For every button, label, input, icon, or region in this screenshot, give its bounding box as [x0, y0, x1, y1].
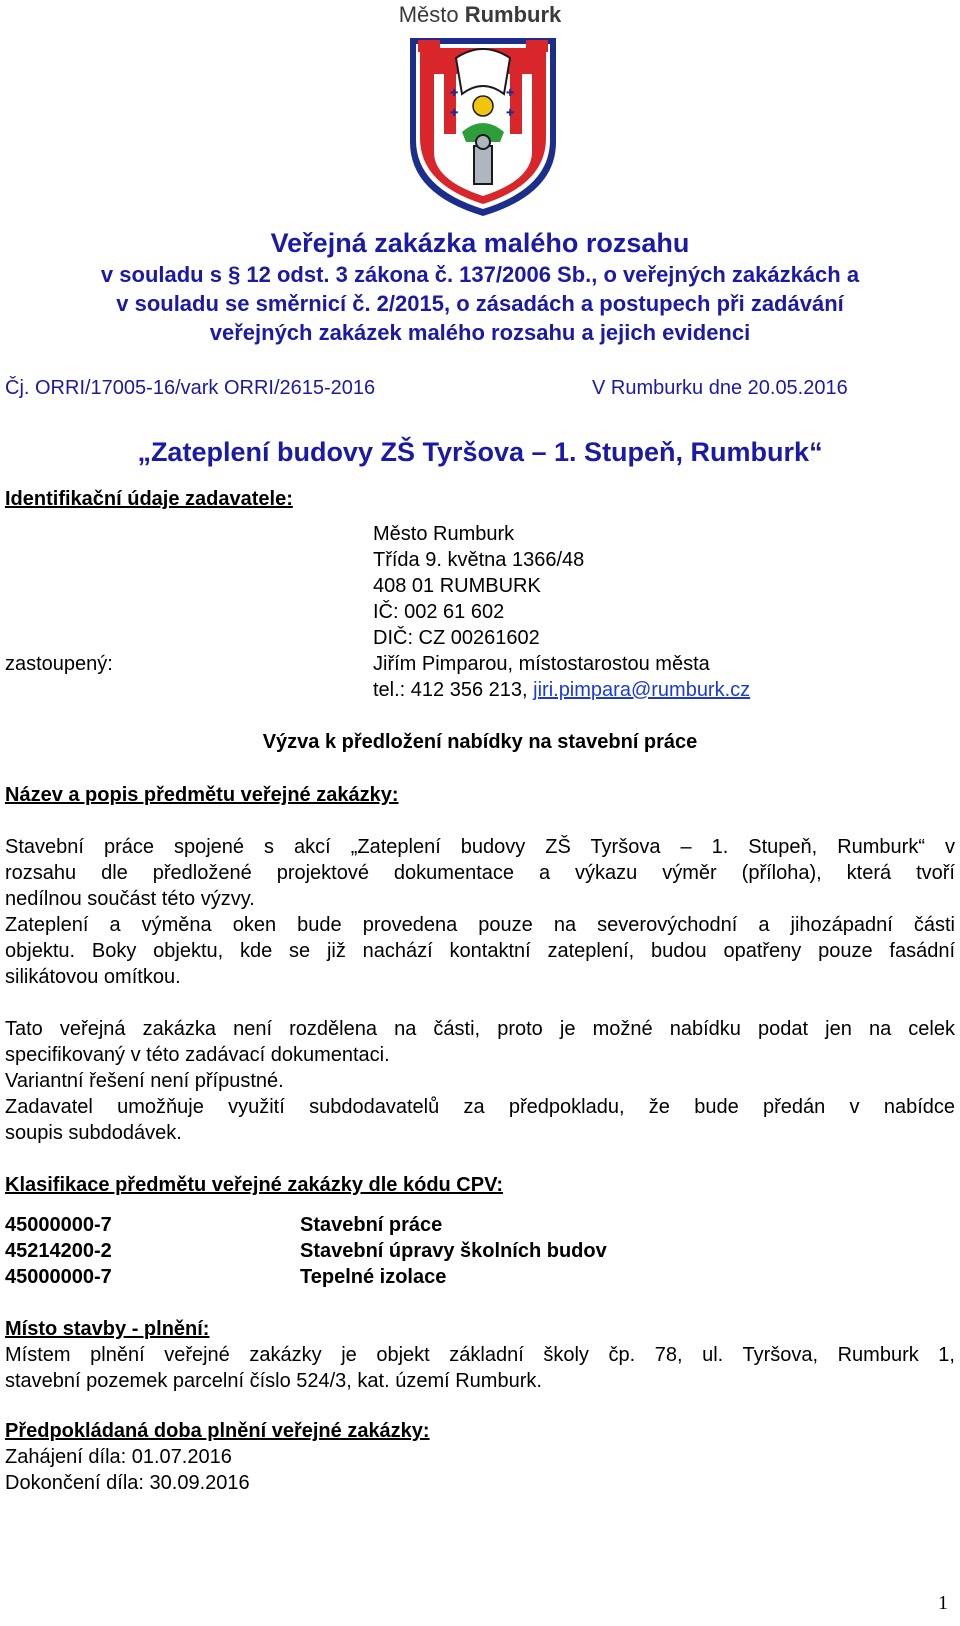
call-title: Výzva k předložení nabídky na stavební práce [262, 731, 698, 753]
cpv-code: 45000000-7 [5, 1214, 112, 1236]
cpv-code: 45000000-7 [5, 1266, 112, 1288]
paragraph-line: nedílnou součást této výzvy. [5, 888, 255, 910]
end-date: Dokončení díla: 30.09.2016 [5, 1472, 250, 1494]
paragraph-line: Variantní řešení není přípustné. [5, 1070, 284, 1092]
authority-ic: IČ: 002 61 602 [373, 601, 505, 623]
legal-basis-line: v souladu se směrnicí č. 2/2015, o zásadách a postupech při zadávání [116, 291, 844, 316]
paragraph-line: Stavební práce spojené s akcí „Zateplení budovy ZŠ Tyršova – 1. Stupeň, Rumburk“ v [5, 836, 955, 858]
paragraph-line: Místem plnění veřejné zakázky je objekt základní školy čp. 78, ul. Tyršova, Rumburk 1, [5, 1344, 955, 1366]
section-heading-subject: Název a popis předmětu veřejné zakázky: [5, 784, 399, 806]
cpv-label: Stavební úpravy školních budov [300, 1240, 607, 1262]
email-link[interactable]: jiri.pimpara@rumburk.cz [533, 679, 751, 701]
paragraph-line: specifikovaný v této zadávací dokumentaci. [5, 1044, 390, 1066]
reference-number: Čj. ORRI/17005-16/vark ORRI/2615-2016 [5, 377, 376, 399]
paragraph-line: Tato veřejná zakázka není rozdělena na části, proto je možné nabídku podat jen na celek [5, 1018, 955, 1040]
telephone: tel.: 412 356 213, [373, 679, 534, 701]
start-date: Zahájení díla: 01.07.2016 [5, 1446, 232, 1468]
cpv-label: Tepelné izolace [300, 1266, 447, 1288]
section-heading-cpv: Klasifikace předmětu veřejné zakázky dle kódu CPV: [5, 1174, 503, 1196]
legal-basis-line: veřejných zakázek malého rozsahu a jejich evidenci [209, 320, 751, 345]
city-crest-emblem [404, 34, 562, 218]
cpv-label: Stavební práce [300, 1214, 443, 1236]
paragraph-line: stavební pozemek parcelní číslo 524/3, kat. území Rumburk. [5, 1370, 542, 1392]
document-title: Veřejná zakázka malého rozsahu [270, 228, 690, 258]
page-number: 1 [938, 1592, 948, 1614]
representative: Jiřím Pimparou, místostarostou města [373, 653, 710, 675]
authority-street: Třída 9. května 1366/48 [373, 549, 585, 571]
cpv-code: 45214200-2 [5, 1240, 112, 1262]
represented-label: zastoupený: [5, 653, 113, 675]
section-heading-duration: Předpokládaná doba plnění veřejné zakázky: [5, 1420, 430, 1442]
logo-wordmark: Město Rumburk [398, 2, 562, 27]
paragraph-line: Zadavatel umožňuje využití subdodavatelů za předpokladu, že bude předán v nabídce [5, 1096, 955, 1118]
reference-date: V Rumburku dne 20.05.2016 [592, 377, 848, 399]
paragraph-line: silikátovou omítkou. [5, 966, 181, 988]
svg-text:✚: ✚ [506, 88, 515, 99]
svg-text:✚: ✚ [506, 108, 515, 119]
paragraph-line: Zateplení a výměna oken bude provedena pouze na severovýchodní a jihozápadní části [5, 914, 955, 936]
svg-text:✚: ✚ [450, 88, 459, 99]
section-heading-authority: Identifikační údaje zadavatele: [5, 488, 293, 510]
legal-basis-line: v souladu s § 12 odst. 3 zákona č. 137/2006 Sb., o veřejných zakázkách a [100, 262, 860, 287]
authority-city: 408 01 RUMBURK [373, 575, 541, 597]
contact-line [373, 679, 750, 702]
svg-text:✚: ✚ [450, 108, 459, 119]
authority-name: Město Rumburk [373, 523, 515, 545]
section-heading-place: Místo stavby - plnění: [5, 1318, 210, 1340]
paragraph-line: objektu. Boky objektu, kde se již nachází kontaktní zateplení, budou opatřeny pouze fasádní [5, 940, 955, 962]
paragraph-line: rozsahu dle předložené projektové dokumentace a výkazu výměr (příloha), která tvoří [5, 862, 955, 884]
paragraph-line: soupis subdodávek. [5, 1122, 182, 1144]
project-title: „Zateplení budovy ZŠ Tyršova – 1. Stupeň, Rumburk“ [137, 437, 823, 467]
authority-dic: DIČ: CZ 00261602 [373, 627, 540, 649]
